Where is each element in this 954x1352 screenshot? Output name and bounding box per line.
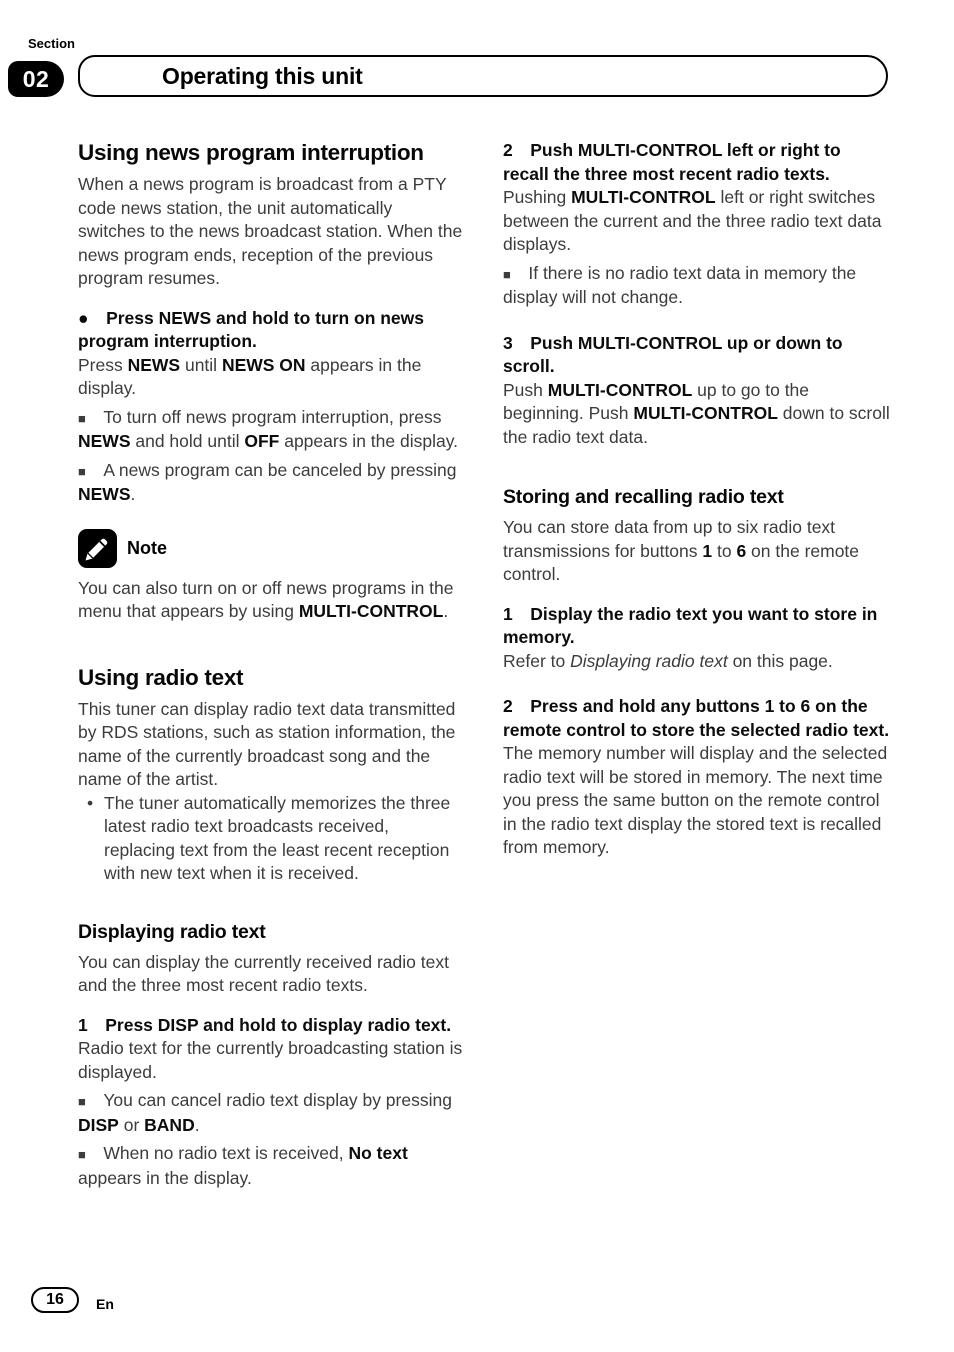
paragraph-step3-result: Push MULTI-CONTROL up to go to the beginning. Push MULTI-CONTROL down to scroll the radio text data. [503,379,890,447]
note-cancel-radio-text-display: ■ You can cancel radio text display by pressing DISP or BAND. [78,1090,452,1135]
heading-using-news-program-interruption: Using news program interruption [78,140,424,165]
heading-using-radio-text: Using radio text [78,664,244,690]
step-1-display-radio-text: 1 Display the radio text you want to store in memory. [503,603,878,647]
section-number-badge: 02 [8,61,64,97]
step-2-press-hold-buttons: 2 Press and hold any buttons 1 to 6 on the remote control to store the selected radio text. [503,696,890,740]
subheading-storing-recalling-radio-text: Storing and recalling radio text [503,486,784,508]
right-column [503,139,891,860]
paragraph-refer-displaying: Refer to Displaying radio text on this page. [503,650,833,671]
list-item-tuner-memory [78,792,464,886]
list-item-text: The tuner automatically memorizes the three latest radio text broadcasts received, replacing text from the least recent reception with new text when it is received. [104,792,451,883]
paragraph-radio-text-intro: This tuner can display radio text data transmitted by RDS stations, such as station information, the name of the currently broadcast song and the name of the artist. [78,698,456,789]
step-3-push-multi-control-up-down: 3 Push MULTI-CONTROL up or down to scroll. [503,332,843,376]
left-column [78,139,464,1190]
instruction-press-news: ● Press NEWS and hold to turn on news program interruption. [78,307,425,351]
paragraph-step2-result: Pushing MULTI-CONTROL left or right switches between the current and the three radio text data displays. [503,187,882,254]
page-title-box [78,55,888,97]
note-label: Note [127,538,167,558]
paragraph-step2-store-result: The memory number will display and the selected radio text will be stored in memory. The next time you press the same button on the remote control in the radio text display the stored text is recalled from memory. [503,743,888,857]
note-no-text: ■ When no radio text is received, No text appears in the display. [78,1143,408,1188]
pencil-note-icon [78,529,117,568]
paragraph-step1-result: Radio text for the currently broadcasting station is displayed. [78,1038,463,1082]
paragraph-news-intro: When a news program is broadcast from a PTY code news station, the unit automatically switches to the news broadcast station. When the news program ends, reception of the previous program resumes. [78,174,463,288]
bullet-dot-icon: • [87,792,94,813]
language-label: En [96,1296,114,1312]
paragraph-displaying-intro: You can display the currently received radio text and the three most recent radio texts. [78,951,449,995]
page-title: Operating this unit [162,62,363,89]
subheading-displaying-radio-text: Displaying radio text [78,920,266,943]
paragraph-news-how: Press NEWS until NEWS ON appears in the display. [78,354,422,398]
section-label: Section [28,36,75,51]
note-body-text: You can also turn on or off news programs in the menu that appears by using MULTI-CONTROL. [78,577,454,621]
step-1-press-disp: 1 Press DISP and hold to display radio text. [78,1014,452,1035]
note-no-radio-text-data: ■ If there is no radio text data in memory the display will not change. [503,262,857,307]
note-turn-off-news: ■ To turn off news program interruption, press NEWS and hold until OFF appears in the display. [78,406,459,451]
note-header [78,529,464,569]
note-cancel-news: ■ A news program can be canceled by pressing NEWS. [78,459,457,504]
step-2-push-multi-control-left-right: 2 Push MULTI-CONTROL left or right to recall the three most recent radio texts. [503,140,841,184]
paragraph-storing-intro: You can store data from up to six radio text transmissions for buttons 1 to 6 on the remote control. [503,517,860,584]
page-number-badge: 16 [31,1287,79,1313]
